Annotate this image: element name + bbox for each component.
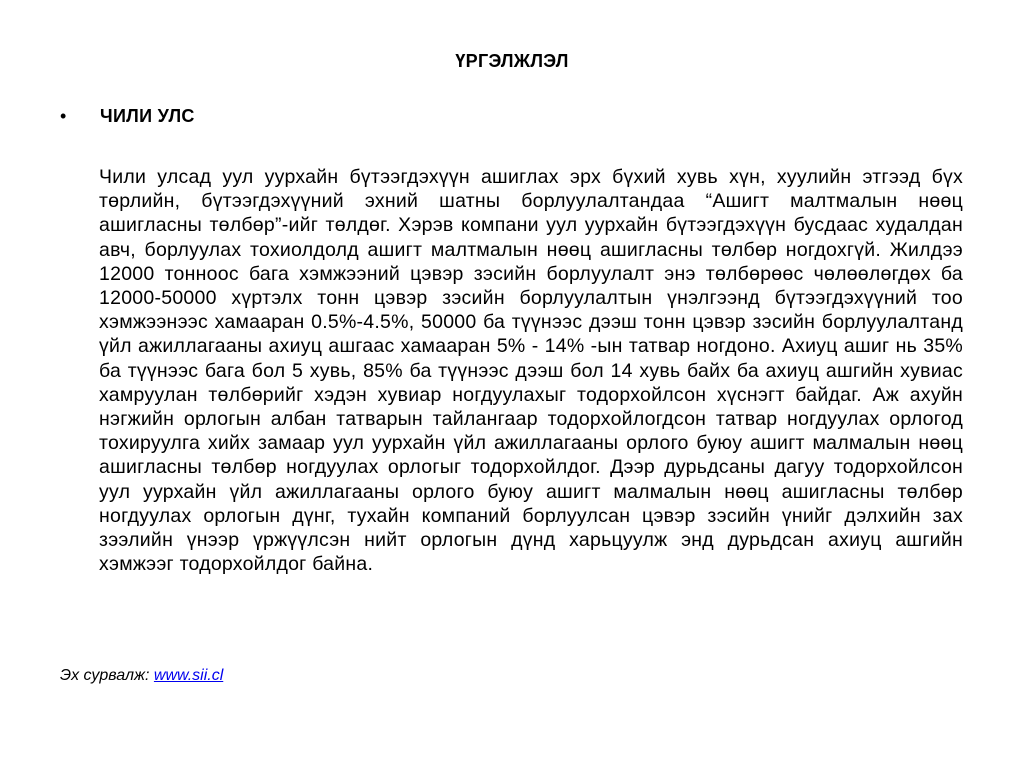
source-link[interactable]: www.sii.cl	[153, 667, 224, 684]
body-paragraph: Чили улсад уул уурхайн бүтээгдэхүүн ашиглах эрх бүхий хувь хүн, хуулийн этгээд бүх төрлийн, бүтээгдэхүүний эхний шатны борлуулалтандаа “Ашигт малтмалын нөөц ашигласны төлбөр”-ийг төлдөг. Хэрэв компани уул уурхайн бүтээгдэхүүн бусдаас худалдан авч, борлуулах тохиолдолд ашигт малтмалын нөөц ашигласны төлбөр ногдохгүй. Жилдээ 12000 тонноос бага хэмжээний цэвэр зэсийн борлуулалт энэ төлбөрөөс чөлөөлөгдөх ба 12000-50000 хүртэлх тонн цэвэр зэсийн борлуулалтын үнэлгээнд бүтээгдэхүүний тоо хэмжээнээс хамааран 0.5%-4.5%, 50000 ба түүнээс дээш тонн цэвэр зэсийн борлуулалтанд үйл ажиллагааны ахиуц ашгаас хамааран 5% - 14% -ын татвар ногдоно. Ахиуц ашиг нь 35% ба түүнээс бага бол 5 хувь, 85% ба түүнээс дээш бол 14 хувь байх ба ахиуц ашгийн хувиас хамруулан төлбөрийг хэдэн хувиар ногдуулахыг тодорхойлсон хүснэгт байдаг. Аж ахуйн нэгжийн орлогын албан татварын тайлангаар тодорхойлогдсон татвар ногдуулах орлогод тохируулга хийх замаар уул уурхайн үйл ажиллагааны орлого буюу ашигт малмалын нөөц ашигласны төлбөр ногдуулах орлогыг тодорхойлдог. Дээр дурьдсаны дагуу тодорхойлсон уул уурхайн үйл ажиллагааны орлого буюу ашигт малмалын нөөц ашигласны төлбөр ногдуулах орлогын дүнг, тухайн компаний борлуулсан цэвэр зэсийн үнийг дэлхийн зах зээлийн үнээр үржүүлсэн нийт орлогын дүнд харьцуулж энд дурьдсан ахиуц ашгийн хэмжээг тодорхойлдог байна.	[99, 166, 963, 576]
bullet-heading	[60, 106, 195, 127]
source-label: Эх сурвалж:	[60, 667, 154, 684]
slide-title: ҮРГЭЛЖЛЭЛ	[455, 51, 569, 71]
source-line	[60, 667, 223, 685]
bullet-marker: •	[60, 106, 67, 126]
bullet-label: ЧИЛИ УЛС	[100, 106, 195, 126]
